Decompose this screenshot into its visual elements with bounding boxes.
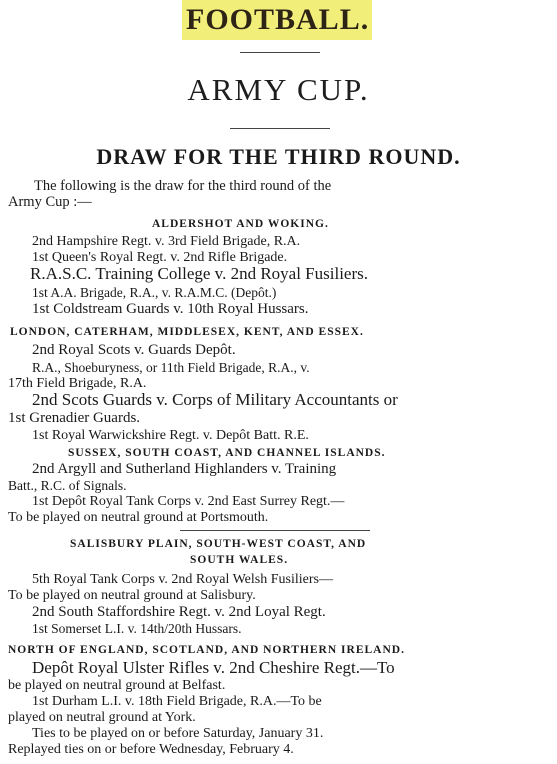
footer-line: Replayed ties on or before Wednesday, February 4. <box>8 742 294 757</box>
section-heading: ALDERSHOT AND WOKING. <box>152 218 329 230</box>
divider <box>230 128 330 129</box>
section-heading: SOUTH WALES. <box>190 554 289 566</box>
fixture-line: 1st Durham L.I. v. 18th Field Brigade, R.A.—To be <box>32 694 322 709</box>
fixture-line: R.A.S.C. Training College v. 2nd Royal Fusiliers. <box>30 264 368 283</box>
section-heading: SUSSEX, SOUTH COAST, AND CHANNEL ISLANDS. <box>68 447 386 459</box>
divider <box>240 52 320 53</box>
section-heading: SALISBURY PLAIN, SOUTH-WEST COAST, AND <box>70 538 367 550</box>
intro-line: The following is the draw for the third round of the <box>34 178 332 194</box>
fixture-line: 2nd Scots Guards v. Corps of Military Accountants or <box>32 390 398 409</box>
headline: FOOTBALL. <box>186 3 370 36</box>
fixture-line: 1st Queen's Royal Regt. v. 2nd Rifle Brigade. <box>32 250 288 265</box>
article-title: ARMY CUP. <box>187 72 370 107</box>
fixture-line: 1st Grenadier Guards. <box>8 410 141 426</box>
fixture-line: To be played on neutral ground at Portsmouth. <box>8 510 269 525</box>
fixture-line: 2nd South Staffordshire Regt. v. 2nd Loyal Regt. <box>32 604 326 620</box>
divider <box>180 530 370 531</box>
fixture-line: 1st A.A. Brigade, R.A., v. R.A.M.C. (Depôt.) <box>32 285 277 300</box>
fixture-line: 2nd Argyll and Sutherland Highlanders v. Training <box>32 461 337 477</box>
footer-line: Ties to be played on or before Saturday, January 31. <box>32 726 324 741</box>
fixture-line: 1st Coldstream Guards v. 10th Royal Hussars. <box>32 301 309 317</box>
fixture-line: be played on neutral ground at Belfast. <box>8 678 226 693</box>
fixture-line: 17th Field Brigade, R.A. <box>8 376 147 391</box>
fixture-line: 1st Depôt Royal Tank Corps v. 2nd East Surrey Regt.— <box>32 494 345 509</box>
section-heading: LONDON, CATERHAM, MIDDLESEX, KENT, AND ESSEX. <box>10 326 364 338</box>
fixture-line: 2nd Royal Scots v. Guards Depôt. <box>32 342 236 358</box>
fixture-line: 1st Somerset L.I. v. 14th/20th Hussars. <box>32 621 242 636</box>
section-heading: NORTH OF ENGLAND, SCOTLAND, AND NORTHERN IRELAND. <box>8 644 405 656</box>
fixture-line: 2nd Hampshire Regt. v. 3rd Field Brigade, R.A. <box>32 234 301 249</box>
fixture-line: To be played on neutral ground at Salisbury. <box>8 588 256 603</box>
article-subtitle: DRAW FOR THE THIRD ROUND. <box>96 144 461 169</box>
fixture-line: 5th Royal Tank Corps v. 2nd Royal Welsh Fusiliers— <box>32 572 333 587</box>
fixture-line: played on neutral ground at York. <box>8 710 196 725</box>
fixture-line: R.A., Shoeburyness, or 11th Field Brigade, R.A., v. <box>32 360 310 375</box>
fixture-line: Batt., R.C. of Signals. <box>8 478 127 493</box>
intro-line: Army Cup :— <box>8 194 92 210</box>
fixture-line: Depôt Royal Ulster Rifles v. 2nd Cheshire Regt.—To <box>32 658 395 677</box>
fixture-line: 1st Royal Warwickshire Regt. v. Depôt Batt. R.E. <box>32 428 309 443</box>
